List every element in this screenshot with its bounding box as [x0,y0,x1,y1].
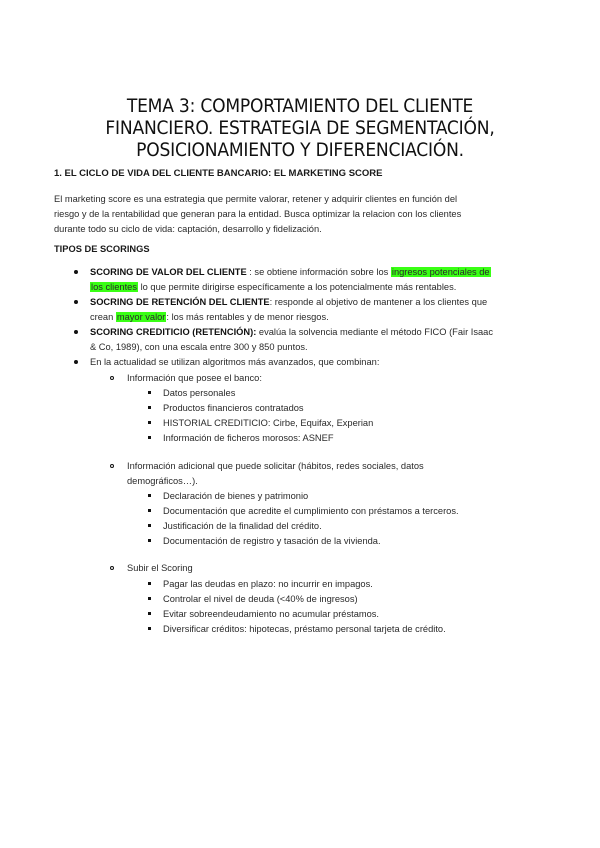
highlight: los clientes [91,282,137,292]
square-bullet-icon [148,582,151,585]
bullet-bold: SCORING CREDITICIO (RETENCIÓN): [90,327,257,337]
list-item: Diversificar créditos: hipotecas, préstamo personal tarjeta de crédito. [163,624,446,634]
group-label: Subir el Scoring [127,563,193,573]
highlight: ingresos potenciales de [391,267,490,277]
bullet-icon [74,300,78,304]
paragraph-line: El marketing score es una estrategia que permite valorar, retener y adquirir clientes en función del [54,194,458,204]
document-title [40,95,560,161]
square-bullet-icon [148,494,151,497]
bullet-icon [74,330,78,334]
bullet-icon [74,270,78,274]
list-item: Datos personales [163,388,236,398]
intro-paragraph [54,192,554,237]
highlight: mayor valor [116,312,166,322]
list-item: Controlar el nivel de deuda (<40% de ingresos) [163,594,358,604]
bullet-line [90,296,487,308]
bullet-text: crean [90,312,116,322]
list-item: Información de ficheros morosos: ASNEF [163,433,334,443]
square-bullet-icon [148,421,151,424]
bullet-line [90,311,329,323]
bullet-icon [74,360,78,364]
square-bullet-icon [148,524,151,527]
group-label: Información que posee el banco: [127,373,262,383]
bullet-text: : responde al objetivo de mantener a los clientes que [269,297,488,307]
section-heading: 1. EL CICLO DE VIDA DEL CLIENTE BANCARIO: EL MARKETING SCORE [54,168,383,179]
square-bullet-icon [148,612,151,615]
bullet-line: En la actualidad se utilizan algoritmos más avanzados, que combinan: [90,357,380,367]
list-item: Declaración de bienes y patrimonio [163,491,309,501]
circle-bullet-icon [110,376,114,380]
title-line-1: TEMA 3: COMPORTAMIENTO DEL CLIENTE [126,95,474,117]
list-item: Pagar las deudas en plazo: no incurrir en impagos. [163,579,373,589]
list-item: Evitar sobreendeudamiento no acumular préstamos. [163,609,380,619]
list-item: Justificación de la finalidad del crédito. [163,521,322,531]
list-item: HISTORIAL CREDITICIO: Cirbe, Equifax, Experian [163,418,374,428]
title-line-3: POSICIONAMIENTO Y DIFERENCIACIÓN. [136,139,464,161]
bullet-line [90,281,456,293]
square-bullet-icon [148,406,151,409]
bullet-bold: SCORING DE VALOR DEL CLIENTE [90,267,247,277]
bullet-text: : se obtiene información sobre los [246,267,391,277]
bullet-text: lo que permite dirigirse específicamente a los potencialmente más rentables. [138,282,457,292]
bullet-line [90,266,491,278]
list-item: Documentación de registro y tasación de la vivienda. [163,536,381,546]
bullet-line [90,326,493,338]
bullet-line [90,341,308,353]
circle-bullet-icon [110,464,114,468]
list-item: Productos financieros contratados [163,403,304,413]
circle-bullet-icon [110,566,114,570]
square-bullet-icon [148,509,151,512]
bullet-text: : los más rentables y de menor riesgos. [166,312,329,322]
bullet-bold: SOCRING DE RETENCIÓN DEL CLIENTE [90,297,270,307]
paragraph-line: riesgo y de la rentabilidad que generan para la entidad. Busca optimizar la relacion con los clientes [54,209,462,219]
list-item: Documentación que acredite el cumplimiento con préstamos a terceros. [163,506,459,516]
bullet-text: evalúa la solvencia mediante el método FICO (Fair Isaac [256,327,493,337]
square-bullet-icon [148,627,151,630]
square-bullet-icon [148,436,151,439]
square-bullet-icon [148,539,151,542]
paragraph-line: durante todo su ciclo de vida: captación, desarrollo y fidelización. [54,224,322,234]
square-bullet-icon [148,597,151,600]
group-label: Información adicional que puede solicitar (hábitos, redes sociales, datos [127,461,424,471]
subsection-heading: TIPOS DE SCORINGS [54,244,150,254]
group-label: demográficos…). [127,476,198,486]
title-line-2: FINANCIERO. ESTRATEGIA DE SEGMENTACIÓN, [105,117,495,139]
bullet-text: & Co, 1989), con una escala entre 300 y 850 puntos. [90,342,308,352]
square-bullet-icon [148,391,151,394]
